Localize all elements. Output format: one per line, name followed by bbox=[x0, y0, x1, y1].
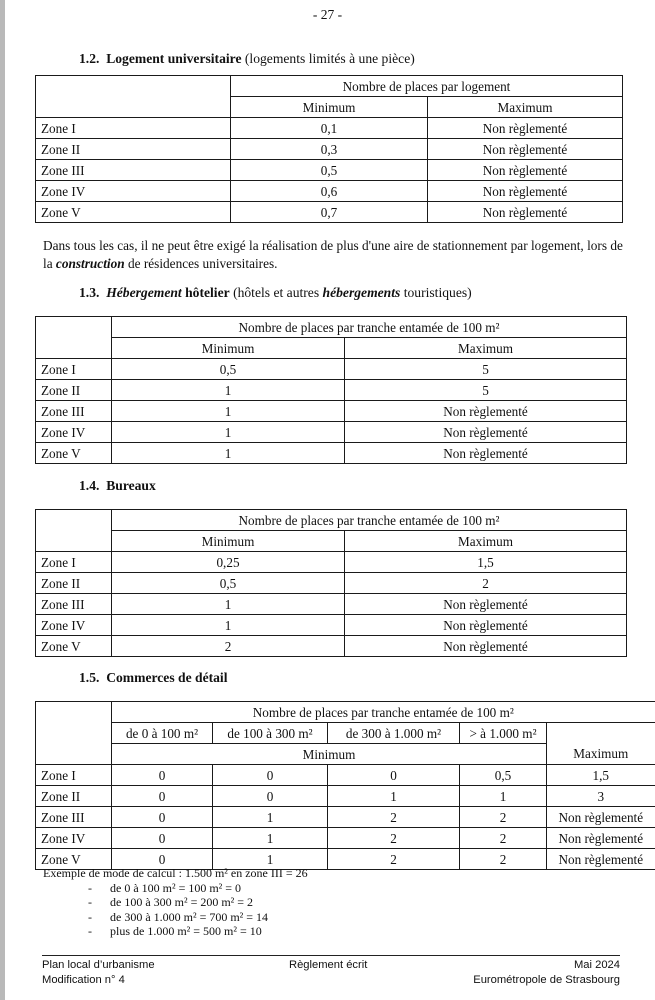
value-cell: 0 bbox=[112, 807, 213, 828]
max-cell: Non règlementé bbox=[547, 849, 655, 870]
table-bureaux bbox=[35, 509, 627, 657]
zone-cell: Zone III bbox=[36, 160, 231, 181]
corner-cell bbox=[36, 338, 112, 359]
tranche-header: > à 1.000 m² bbox=[460, 723, 547, 744]
table-header: Nombre de places par logement bbox=[231, 76, 623, 97]
tranche-header: de 100 à 300 m² bbox=[213, 723, 328, 744]
example-intro: Exemple de mode de calcul : 1.500 m² en zone III = 26 bbox=[43, 866, 308, 880]
page-left-edge bbox=[0, 0, 5, 1000]
zone-cell: Zone III bbox=[36, 401, 112, 422]
table-row bbox=[36, 807, 655, 828]
list-item-text: de 300 à 1.000 m² = 700 m² = 14 bbox=[110, 909, 269, 924]
max-cell: 3 bbox=[547, 786, 655, 807]
section-number: 1.2. bbox=[79, 51, 100, 66]
min-cell: 0,7 bbox=[231, 202, 428, 223]
paragraph-text: Dans tous les cas, il ne peut être exigé la réalisation de plus d'une aire de stationnement par logement, lors de la bbox=[43, 238, 623, 271]
value-cell: 2 bbox=[328, 849, 460, 870]
corner-cell bbox=[36, 702, 112, 723]
section-note: (logements limités à une pièce) bbox=[244, 51, 415, 66]
dash-bullet: - bbox=[88, 924, 92, 938]
section-title: hôtelier bbox=[185, 285, 230, 300]
max-cell: 2 bbox=[345, 573, 627, 594]
max-cell: Non règlementé bbox=[428, 139, 623, 160]
tranche-header: de 300 à 1.000 m² bbox=[328, 723, 460, 744]
value-cell: 2 bbox=[460, 828, 547, 849]
zone-cell: Zone IV bbox=[36, 828, 112, 849]
max-cell: 5 bbox=[345, 359, 627, 380]
zone-cell: Zone II bbox=[36, 573, 112, 594]
section-number: 1.4. bbox=[79, 478, 100, 493]
section-number: 1.5. bbox=[79, 670, 100, 685]
max-cell: Non règlementé bbox=[345, 422, 627, 443]
value-cell: 2 bbox=[328, 807, 460, 828]
table-row bbox=[36, 636, 627, 657]
value-cell: 0 bbox=[112, 828, 213, 849]
min-cell: 0,1 bbox=[231, 118, 428, 139]
min-cell: 1 bbox=[112, 443, 345, 464]
value-cell: 0,5 bbox=[460, 765, 547, 786]
table-row bbox=[36, 359, 627, 380]
table-commerces-detail bbox=[35, 701, 655, 870]
max-cell: Non règlementé bbox=[345, 636, 627, 657]
value-cell: 0 bbox=[213, 786, 328, 807]
min-cell: 1 bbox=[112, 380, 345, 401]
zone-cell: Zone V bbox=[36, 849, 112, 870]
min-cell: 0,25 bbox=[112, 552, 345, 573]
section-heading-1-3 bbox=[79, 285, 472, 301]
value-cell: 1 bbox=[213, 828, 328, 849]
min-cell: 1 bbox=[112, 615, 345, 636]
table-row bbox=[36, 615, 627, 636]
footer-right bbox=[473, 958, 620, 988]
paragraph-text: de résidences universitaires. bbox=[124, 256, 278, 271]
section-note: touristiques) bbox=[400, 285, 472, 300]
col-header-min: Minimum bbox=[112, 531, 345, 552]
max-cell: 1,5 bbox=[345, 552, 627, 573]
zone-cell: Zone I bbox=[36, 359, 112, 380]
zone-cell: Zone IV bbox=[36, 422, 112, 443]
corner-cell bbox=[36, 723, 112, 744]
calculation-example bbox=[43, 866, 308, 939]
table-row bbox=[36, 139, 623, 160]
max-cell: 1,5 bbox=[547, 765, 655, 786]
value-cell: 2 bbox=[460, 807, 547, 828]
corner-cell bbox=[36, 76, 231, 97]
table-row bbox=[36, 401, 627, 422]
max-cell: Non règlementé bbox=[345, 615, 627, 636]
list-item bbox=[43, 910, 308, 925]
min-cell: 0,5 bbox=[112, 573, 345, 594]
section-title-emphasis: Hébergement bbox=[106, 285, 182, 300]
zone-cell: Zone II bbox=[36, 380, 112, 401]
value-cell: 0 bbox=[112, 786, 213, 807]
table-row bbox=[36, 380, 627, 401]
footer-modification-label: Modification n° 4 bbox=[42, 974, 125, 986]
value-cell: 2 bbox=[460, 849, 547, 870]
zone-cell: Zone V bbox=[36, 636, 112, 657]
zone-cell: Zone IV bbox=[36, 615, 112, 636]
dash-bullet: - bbox=[88, 895, 92, 909]
zone-cell: Zone I bbox=[36, 765, 112, 786]
min-cell: 0,3 bbox=[231, 139, 428, 160]
max-cell: Non règlementé bbox=[428, 160, 623, 181]
corner-cell bbox=[36, 531, 112, 552]
footer-plu-label: Plan local d’urbanisme bbox=[42, 959, 155, 971]
table-header: Nombre de places par tranche entamée de 100 m² bbox=[112, 702, 655, 723]
max-cell: Non règlementé bbox=[345, 401, 627, 422]
example-list bbox=[43, 881, 308, 939]
section-heading-1-5 bbox=[79, 670, 228, 686]
zone-cell: Zone V bbox=[36, 202, 231, 223]
table-row bbox=[36, 118, 623, 139]
min-cell: 2 bbox=[112, 636, 345, 657]
table-logement-universitaire bbox=[35, 75, 623, 223]
value-cell: 0 bbox=[112, 765, 213, 786]
corner-cell bbox=[36, 510, 112, 531]
table-row bbox=[36, 160, 623, 181]
table-row bbox=[36, 573, 627, 594]
table-row bbox=[36, 828, 655, 849]
col-header-max: Maximum bbox=[345, 531, 627, 552]
col-header-max: Maximum bbox=[547, 744, 655, 765]
tranche-header: de 0 à 100 m² bbox=[112, 723, 213, 744]
max-cell: Non règlementé bbox=[345, 443, 627, 464]
min-cell: 0,5 bbox=[231, 160, 428, 181]
value-cell: 0 bbox=[213, 765, 328, 786]
paragraph-emphasis: construction bbox=[55, 256, 125, 271]
section-note: (hôtels et autres bbox=[233, 285, 323, 300]
section-title: Bureaux bbox=[106, 478, 156, 493]
value-cell: 1 bbox=[328, 786, 460, 807]
value-cell: 1 bbox=[213, 807, 328, 828]
value-cell: 0 bbox=[328, 765, 460, 786]
section-number: 1.3. bbox=[79, 285, 100, 300]
zone-cell: Zone IV bbox=[36, 181, 231, 202]
footer-divider bbox=[42, 955, 620, 956]
max-cell: Non règlementé bbox=[428, 202, 623, 223]
zone-cell: Zone III bbox=[36, 594, 112, 615]
blank-cell bbox=[547, 723, 655, 744]
page-number: - 27 - bbox=[312, 7, 343, 22]
max-cell: Non règlementé bbox=[428, 181, 623, 202]
footer-date: Mai 2024 bbox=[573, 959, 620, 971]
max-cell: Non règlementé bbox=[345, 594, 627, 615]
table-row bbox=[36, 765, 655, 786]
section-heading-1-4 bbox=[79, 478, 156, 494]
max-cell: 5 bbox=[345, 380, 627, 401]
list-item bbox=[43, 881, 308, 896]
table-hebergement-hotelier bbox=[35, 316, 627, 464]
zone-cell: Zone III bbox=[36, 807, 112, 828]
list-item bbox=[43, 895, 308, 910]
col-header-min: Minimum bbox=[231, 97, 428, 118]
zone-cell: Zone II bbox=[36, 139, 231, 160]
table-row bbox=[36, 443, 627, 464]
footer-left bbox=[42, 958, 155, 988]
zone-cell: Zone I bbox=[36, 118, 231, 139]
table-row bbox=[36, 181, 623, 202]
zone-cell: Zone II bbox=[36, 786, 112, 807]
value-cell: 0 bbox=[112, 849, 213, 870]
zone-cell: Zone V bbox=[36, 443, 112, 464]
footer-organisation: Eurométropole de Strasbourg bbox=[473, 974, 620, 986]
table-header: Nombre de places par tranche entamée de 100 m² bbox=[112, 510, 627, 531]
list-item-text: de 0 à 100 m² = 100 m² = 0 bbox=[110, 880, 242, 895]
paragraph-residences bbox=[43, 237, 633, 273]
list-item bbox=[43, 924, 308, 939]
value-cell: 1 bbox=[213, 849, 328, 870]
min-cell: 1 bbox=[112, 594, 345, 615]
corner-cell bbox=[36, 97, 231, 118]
list-item-text: de 100 à 300 m² = 200 m² = 2 bbox=[110, 895, 254, 909]
max-cell: Non règlementé bbox=[547, 807, 655, 828]
section-note-emphasis: hébergements bbox=[322, 285, 401, 300]
table-header: Nombre de places par tranche entamée de 100 m² bbox=[112, 317, 627, 338]
dash-bullet: - bbox=[88, 909, 92, 924]
section-title: Commerces de détail bbox=[106, 670, 228, 685]
max-cell: Non règlementé bbox=[547, 828, 655, 849]
col-header-min: Minimum bbox=[112, 744, 547, 765]
table-row bbox=[36, 552, 627, 573]
min-cell: 0,6 bbox=[231, 181, 428, 202]
section-heading-1-2 bbox=[79, 51, 415, 67]
col-header-min: Minimum bbox=[112, 338, 345, 359]
min-cell: 1 bbox=[112, 401, 345, 422]
zone-cell: Zone I bbox=[36, 552, 112, 573]
list-item-text: plus de 1.000 m² = 500 m² = 10 bbox=[110, 924, 262, 938]
section-title: Logement universitaire bbox=[106, 51, 242, 66]
table-row bbox=[36, 786, 655, 807]
min-cell: 0,5 bbox=[112, 359, 345, 380]
col-header-max: Maximum bbox=[428, 97, 623, 118]
corner-cell bbox=[36, 317, 112, 338]
max-cell: Non règlementé bbox=[428, 118, 623, 139]
corner-cell bbox=[36, 744, 112, 765]
table-row bbox=[36, 594, 627, 615]
table-row bbox=[36, 422, 627, 443]
table-row bbox=[36, 202, 623, 223]
col-header-max: Maximum bbox=[345, 338, 627, 359]
value-cell: 1 bbox=[460, 786, 547, 807]
value-cell: 2 bbox=[328, 828, 460, 849]
dash-bullet: - bbox=[88, 880, 92, 895]
footer-center: Règlement écrit bbox=[289, 959, 368, 971]
min-cell: 1 bbox=[112, 422, 345, 443]
